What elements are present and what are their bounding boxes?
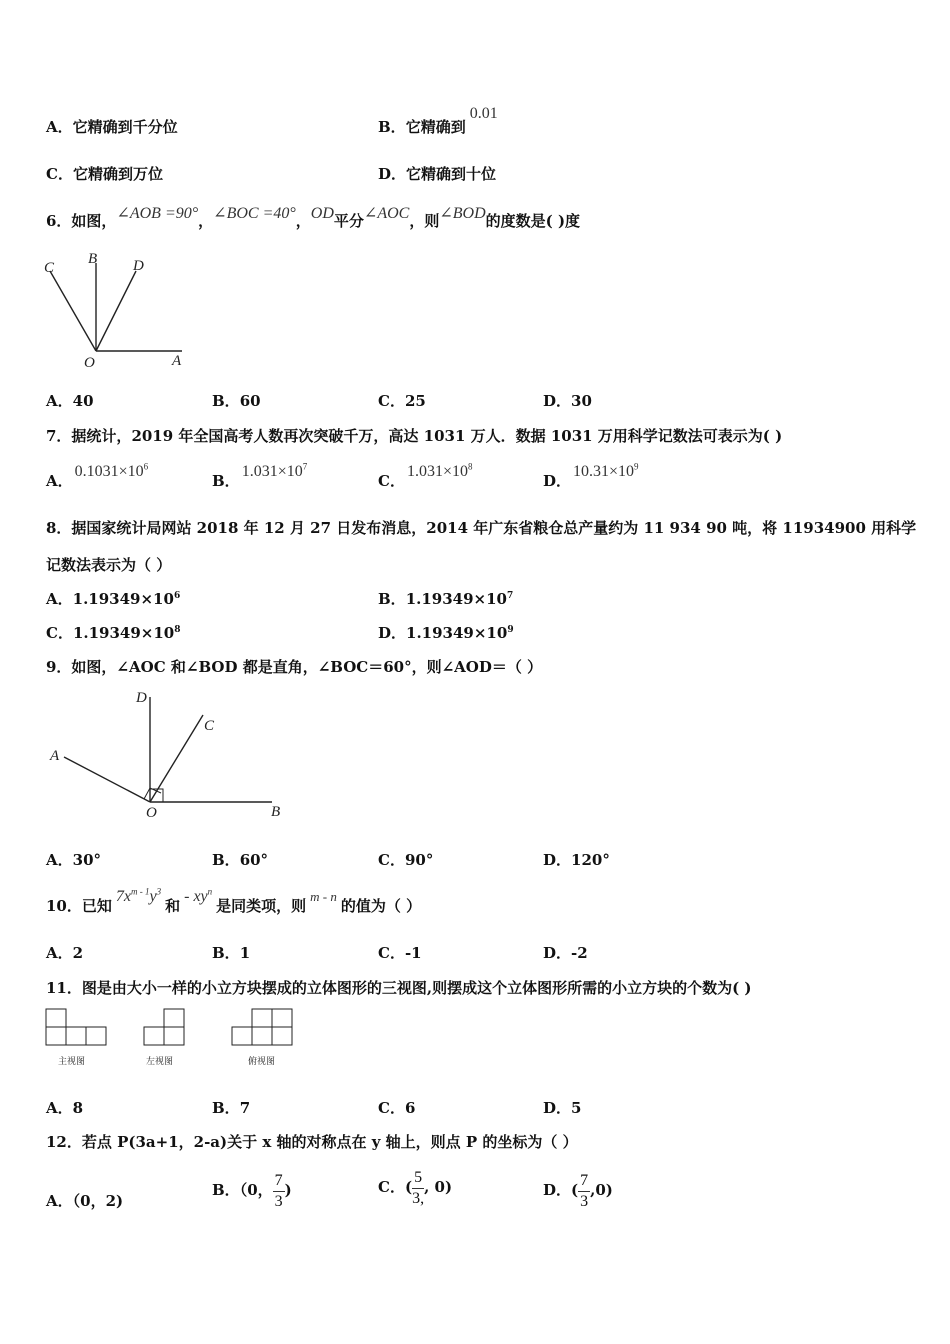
option-text: 它精确到千分位 xyxy=(72,118,178,136)
option-label: B． xyxy=(378,118,406,136)
q6-angle-figure xyxy=(40,245,200,375)
fraction xyxy=(578,1171,590,1212)
option-text: 它精确到十位 xyxy=(406,165,497,183)
option-exponent: 7 xyxy=(506,591,514,601)
q8-option-c xyxy=(46,622,181,643)
math-expr: ∠AOC xyxy=(363,205,410,222)
q9-stem: 9．如图，∠AOC 和∠BOD 都是直角，∠BOC＝60°，则∠AOD＝（ ） xyxy=(46,658,543,676)
option-label: C． xyxy=(378,392,405,410)
option-value: 6 xyxy=(404,1099,416,1117)
fraction-numerator: 7 xyxy=(578,1171,590,1192)
stem-text: 是同类项，则 xyxy=(216,897,307,915)
option-label: A． xyxy=(46,118,73,136)
q8-option-b xyxy=(378,588,513,609)
q12-option-a xyxy=(46,1190,123,1211)
option-label: D． xyxy=(378,624,407,642)
q7-option-a xyxy=(46,461,149,491)
option-label: B． xyxy=(212,1099,240,1117)
q7-option-c xyxy=(378,461,473,491)
option-value: 120° xyxy=(571,851,610,869)
q8-stem-line2: 记数法表示为（ ） xyxy=(46,556,172,574)
option-label: A． xyxy=(46,851,73,869)
option-label: B． xyxy=(212,392,240,410)
option-value: 2 xyxy=(72,944,84,962)
q11-option-d xyxy=(543,1097,581,1118)
option-label: A． xyxy=(46,392,73,410)
stem-text: ，则 xyxy=(409,212,440,230)
option-label: D． xyxy=(543,944,572,962)
option-label: C． xyxy=(46,624,73,642)
option-label: B． xyxy=(212,1181,240,1199)
ray-od xyxy=(96,271,136,351)
math-exponent: m - 1 xyxy=(130,886,150,897)
q10-option-b xyxy=(212,942,250,963)
q6-option-d xyxy=(543,390,592,411)
stem-text: 的度数是( )度 xyxy=(485,212,581,230)
point-label-c: C xyxy=(44,260,55,276)
option-exponent: 8 xyxy=(467,461,473,472)
math-exponent: 3 xyxy=(156,886,162,897)
point-label-b: B xyxy=(271,804,281,820)
option-prefix: ( xyxy=(571,1181,579,1199)
option-label: C． xyxy=(378,472,405,490)
q6-option-c xyxy=(378,390,426,411)
q11-three-views-figure xyxy=(40,1005,310,1075)
math-exponent: n xyxy=(207,886,213,897)
option-base: 0.1031×10 xyxy=(74,463,144,480)
option-value: -2 xyxy=(571,944,588,962)
stem-text: 10．已知 xyxy=(46,897,112,915)
option-math: 0.01 xyxy=(469,105,498,122)
point-label-d: D xyxy=(133,258,144,274)
q5-option-d xyxy=(378,163,496,184)
option-exponent: 8 xyxy=(174,625,181,635)
option-label: A． xyxy=(46,1099,73,1117)
q9-angle-figure xyxy=(40,685,300,825)
q6-option-a xyxy=(46,390,94,411)
q10-option-c xyxy=(378,942,422,963)
ray-oa xyxy=(64,757,150,802)
option-value: -1 xyxy=(404,944,422,962)
q8-option-d xyxy=(378,622,514,643)
caption-front-view: 主视图 xyxy=(58,1057,86,1067)
q6-option-b xyxy=(212,390,261,411)
option-label: D． xyxy=(543,851,572,869)
q10-stem xyxy=(46,886,422,916)
separator: ， xyxy=(198,212,214,230)
stem-text: 和 xyxy=(165,897,181,915)
math-expr: m - n xyxy=(310,889,337,904)
q5-option-b xyxy=(378,105,498,137)
option-label: B． xyxy=(378,590,406,608)
option-prefix: （0， xyxy=(239,1181,273,1199)
option-exponent: 6 xyxy=(143,461,149,472)
stem-text: 的值为（ ） xyxy=(340,897,422,915)
option-base: 1.031×10 xyxy=(406,463,468,480)
option-label: D． xyxy=(543,1099,572,1117)
option-label: B． xyxy=(212,851,240,869)
q12-option-d xyxy=(543,1168,613,1212)
q12-option-c xyxy=(378,1165,452,1209)
option-label: C． xyxy=(378,1099,405,1117)
fraction-denominator: 3 xyxy=(580,1192,589,1210)
q9-option-d xyxy=(543,849,610,870)
math-term: - xy xyxy=(184,888,208,905)
side-view xyxy=(144,1009,184,1045)
option-value: 30 xyxy=(571,392,592,410)
point-label-o: O xyxy=(146,805,157,821)
fraction xyxy=(273,1171,285,1212)
q11-option-b xyxy=(212,1097,250,1118)
math-term: y xyxy=(149,888,157,905)
front-view xyxy=(46,1009,106,1045)
fraction-numerator: 5 xyxy=(412,1168,424,1189)
point-label-b: B xyxy=(88,251,98,267)
q11-option-c xyxy=(378,1097,415,1118)
math-term: 7x xyxy=(115,888,131,905)
option-value: （0，2) xyxy=(72,1192,124,1210)
separator: ， xyxy=(295,212,311,230)
option-label: C． xyxy=(378,851,405,869)
math-expr: OD xyxy=(310,205,334,222)
point-label-a: A xyxy=(172,353,182,369)
option-text: 它精确到 xyxy=(405,118,466,136)
option-exponent: 7 xyxy=(302,461,308,472)
question-number: 6．如图， xyxy=(46,212,117,230)
q5-option-a xyxy=(46,116,178,137)
top-view xyxy=(232,1009,292,1045)
option-label: C． xyxy=(378,944,405,962)
fraction-denominator: 3 xyxy=(274,1192,283,1210)
ray-oc xyxy=(50,271,96,351)
q10-option-d xyxy=(543,942,588,963)
point-label-o: O xyxy=(84,355,95,371)
option-label: D． xyxy=(543,392,572,410)
option-base: 1.19349×10 xyxy=(72,624,175,642)
option-label: C． xyxy=(46,165,73,183)
q6-stem xyxy=(46,205,581,231)
q11-stem: 11．图是由大小一样的小立方块摆成的立体图形的三视图,则摆成这个立体图形所需的小立方块的个数为( ) xyxy=(46,979,752,997)
option-label: D． xyxy=(543,1181,572,1199)
option-exponent: 9 xyxy=(634,461,639,472)
option-value: 90° xyxy=(404,851,434,869)
q9-option-c xyxy=(378,849,433,870)
option-label: B． xyxy=(212,944,240,962)
option-value: 1 xyxy=(239,944,251,962)
option-suffix: , 0) xyxy=(424,1178,453,1196)
option-value: 60° xyxy=(239,851,269,869)
option-value: 7 xyxy=(239,1099,251,1117)
q11-option-a xyxy=(46,1097,83,1118)
math-expr: ∠BOD xyxy=(439,205,486,222)
point-label-d: D xyxy=(136,690,147,706)
point-label-c: C xyxy=(204,718,215,734)
option-value: 5 xyxy=(571,1099,582,1117)
q7-stem: 7．据统计，2019 年全国高考人数再次突破千万，高达 1031 万人．数据 1031 万用科学记数法可表示为( ) xyxy=(46,427,783,445)
caption-side-view: 左视图 xyxy=(146,1057,174,1067)
option-label: B． xyxy=(212,472,240,490)
option-value: 25 xyxy=(404,392,426,410)
option-suffix: ) xyxy=(284,1181,292,1199)
option-value: 60 xyxy=(239,392,261,410)
math-expr: ∠AOB =90° xyxy=(116,205,199,222)
option-text: 它精确到万位 xyxy=(72,165,163,183)
option-label: A． xyxy=(46,472,73,490)
option-exponent: 6 xyxy=(173,591,181,601)
q7-option-b xyxy=(212,461,308,491)
option-label: C． xyxy=(378,1178,405,1196)
q12-stem: 12．若点 P(3a+1，2-a)关于 x 轴的对称点在 y 轴上，则点 P 的坐标为（ ） xyxy=(46,1133,578,1151)
option-label: A． xyxy=(46,590,73,608)
option-base: 1.19349×10 xyxy=(406,624,508,642)
q7-option-d xyxy=(543,461,639,491)
option-value: 30° xyxy=(72,851,102,869)
option-base: 1.19349×10 xyxy=(405,590,507,608)
option-label: A． xyxy=(46,944,73,962)
q8-option-a xyxy=(46,588,180,609)
q8-stem-line1: 8．据国家统计局网站 2018 年 12 月 27 日发布消息，2014 年广东省粮仓总产量约为 11 934 90 吨，将 11934900 用科学 xyxy=(46,519,917,537)
option-label: D． xyxy=(378,165,407,183)
option-value: 40 xyxy=(72,392,94,410)
option-base: 1.19349×10 xyxy=(72,590,174,608)
point-label-a: A xyxy=(50,748,60,764)
option-exponent: 9 xyxy=(507,625,514,635)
stem-text: 平分 xyxy=(333,212,364,230)
q10-option-a xyxy=(46,942,83,963)
caption-top-view: 俯视图 xyxy=(248,1057,276,1067)
fraction-denominator: 3, xyxy=(412,1189,425,1207)
q12-option-b xyxy=(212,1168,292,1212)
q9-option-a xyxy=(46,849,101,870)
q9-option-b xyxy=(212,849,268,870)
option-value: 8 xyxy=(72,1099,84,1117)
option-base: 1.031×10 xyxy=(241,463,303,480)
option-base: 10.31×10 xyxy=(573,463,635,480)
fraction-numerator: 7 xyxy=(273,1171,285,1192)
math-expr: ∠BOC =40° xyxy=(213,205,296,222)
option-prefix: ( xyxy=(404,1178,413,1196)
option-suffix: ,0) xyxy=(590,1181,613,1199)
q5-option-c xyxy=(46,163,163,184)
option-label: A． xyxy=(46,1192,73,1210)
fraction xyxy=(412,1168,424,1209)
option-label: D． xyxy=(543,472,572,490)
